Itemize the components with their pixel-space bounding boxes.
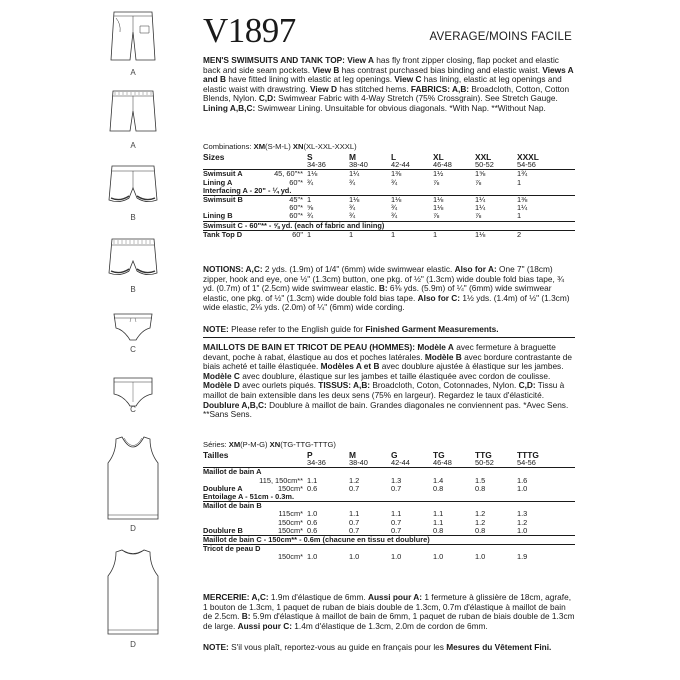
yardage-value: ¾ [349,211,356,221]
size-range: 46-48 [433,160,452,170]
bold-text: MEN'S SWIMSUITS AND TANK TOP: View A [203,55,374,65]
size-range: 50-52 [475,160,494,170]
size-header: Tailles [203,450,229,460]
table-row [203,553,575,561]
english-description [203,56,575,114]
yardage-value: ¾ [349,177,356,187]
text: One 7" (18cm) zipper, hook and eye, one ½" (1.3cm) button, one pkg. of ½" (1.3cm) wide double fold bias tape, ¾ yd. (0.7m) of 1" (2.5cm) wide swimwear elastic. [203,264,565,294]
swim-brief-c-back-drawing [100,372,166,408]
text: 1½ yds. (1.4m) of ½" (1.3cm) wide elastic, 2⅛ yds. (2.0m) of ¼" (6mm) wide cording. [203,292,570,313]
size-column-header: S [307,152,313,162]
row-label: Interfacing A - 20" - ¼ yd. [203,185,292,195]
swim-trunks-a-back-drawing [100,85,166,135]
yardage-value: 1.2 [475,509,486,519]
yardage-value: 1⅝ [475,170,517,179]
row-label-cell [203,553,307,561]
size-column-header: L [391,152,397,162]
swim-trunks-a-front-drawing [100,8,166,64]
english-notions [203,265,575,313]
text: Please refer to the English guide for [228,324,366,334]
text: Combinations: [203,142,254,151]
yardage-value: 1.1 [433,509,444,519]
bold-text: Also for A: [454,264,497,274]
size-range: 38-40 [349,458,368,468]
bold-text: XN [292,142,304,151]
fabric-width: 150cm* [277,483,303,493]
figure-view-d-back [100,546,166,638]
figure-view-b-back [100,233,166,283]
yardage-value: 1.3 [517,509,528,519]
bold-text: XM [228,440,241,449]
fabric-width: 45, 60"** [274,169,303,179]
yardage-value: 1¼ [475,196,517,205]
fabric-width: 150cm* [277,525,303,535]
yardage-value: 1.0 [517,525,528,535]
text: has stitched hems. [337,83,411,94]
yardage-value: ⅞ [433,211,440,221]
row-label: Swimsuit C - 60"** - ⅝ yd. (each of fabric and lining) [203,221,575,230]
text: 1.9m d'élastique de 6mm. [268,592,368,602]
size-column-header: TTTG [517,450,539,460]
bold-text: Modèles A et B [320,361,380,372]
size-range: 54-56 [517,160,536,170]
yardage-value: 1⅜ [391,170,433,179]
figure-view-a-front [100,8,166,64]
yardage-value: ¾ [391,203,398,213]
row-label: Doublure A [203,483,243,493]
yardage-value: 1 [517,211,522,221]
bold-text: Views A and B [203,64,574,85]
yardage-value: 1.3 [391,475,402,485]
text: has fly front zipper closing, flap pocket and elastic back and side seam pockets. [203,55,559,75]
bold-text: Modèle D [203,380,240,391]
figure-label: A [130,141,136,150]
yardage-value: 1.0 [475,552,486,562]
size-header: Sizes [203,152,225,162]
yardage-value: 1.2 [475,517,486,527]
text: 6⅜ yds. (5.9m) of ¼" (6mm) wide swimwear elastic, one pkg. of ½" (1.3cm) wide double fold bias tape. [203,283,552,303]
yardage-value: 1.2 [517,517,528,527]
yardage-value: 1 [517,177,522,187]
bold-text: MERCERIE: A,C: [203,592,269,602]
english-combinations [203,142,357,151]
text: avec doublure, élastique sur les jambes et taille élastiquée avec cordon de coulisse. [239,370,551,381]
size-column-header: M [349,450,356,460]
text: Swimwear Fabric with 4-Way Stretch (75% Crossgrain). See Stretch Gauge. [275,93,558,104]
fabric-width: 60"* [289,211,303,221]
yardage-value: ¾ [391,177,398,187]
size-column-header: XL [433,152,444,162]
english-note [203,325,575,335]
size-column-header: XXL [475,152,492,162]
yardage-value: 1¼ [475,203,486,213]
fabric-width: 150cm* [277,552,303,562]
row-label: Lining A [203,177,233,187]
bold-text: XM [253,142,266,151]
french-description [203,343,575,420]
bold-text: B: [241,611,251,622]
text: Swimwear Lining. Unsuitable for obvious diagonals. *With Nap. **Without Nap. [255,102,546,113]
row-label: Doublure B [203,525,243,535]
figure-view-d-front [100,433,166,523]
yardage-value: ⅝ [307,203,314,213]
yardage-value: 1 [391,230,433,239]
size-range: 34-36 [307,160,326,170]
figure-view-c-back [100,372,166,408]
yardage-value: 1.0 [307,552,318,562]
yardage-value: 1.2 [349,475,360,485]
text: avec doublure ajustée à élastique sur les jambes. [379,361,564,372]
french-notions [203,593,575,631]
yardage-value: 1.1 [307,475,318,485]
fabric-width: 115, 150cm** [259,475,303,485]
size-column-header: TTG [475,450,492,460]
bold-text: NOTE: [203,642,229,652]
text: avec bordure contrastante de biais acheté et taille élastiquée. [203,351,572,372]
fabric-width: 115cm* [278,509,303,519]
fabric-width: 60"* [289,177,303,187]
text: (TG-TTG-TTTG) [280,440,336,449]
size-range: 54-56 [517,458,536,468]
bold-text: Aussi pour A: [367,592,423,602]
difficulty-level: AVERAGE/MOINS FACILE [429,31,572,43]
bold-text: C,D: [518,380,536,391]
fabric-width: 150cm* [277,517,303,527]
figure-label: B [130,213,136,222]
text: Tissu à maillot de bain extensible dans les deux sens (75% en largeur). Regardez le taux d'élasticité. [203,380,565,400]
row-label-cell [203,230,307,239]
yardage-value: 0.7 [349,483,360,493]
bold-text: Aussi pour C: [237,620,292,631]
text: (XL-XXL-XXXL) [303,142,357,151]
size-column-header: XXXL [517,152,539,162]
size-range: 38-40 [349,160,368,170]
text: 5.9m d'élastique à maillot de bain de 6mm, 1 paquet de ruban de biais double de 1.3cm de large. [203,611,575,631]
figure-view-a-back [100,85,166,135]
bold-text: MAILLOTS DE BAIN ET TRICOT DE PEAU (HOMMES): Modèle A [203,342,454,352]
yardage-value: 1.1 [349,509,360,519]
swim-trunks-b-front-drawing [100,160,166,210]
text: avec fermeture à braguette devant, poche à rabat, élastique au dos et poches latérales. [203,342,556,362]
text: 1 fermeture à glissière de 18cm, agrafe, 1 bouton de 1.3cm, 1 paquet de ruban de biais double de 1.3cm, 0.7m d'élastique à maillot de bain de 2.5cm. [203,592,572,622]
size-column-header: M [349,152,356,162]
figure-view-c-front [100,308,166,344]
fabric-width: 45"* [289,195,303,205]
yardage-value: 0.6 [307,517,318,527]
row-label-cell [203,212,307,221]
bold-text: TISSUS: A,B: [318,380,371,391]
size-range: 46-48 [433,458,452,468]
swim-brief-c-front-drawing [100,308,166,344]
yardage-value: 1⅛ [433,196,475,205]
bold-text: Mesures du Vêtement Fini. [446,642,552,652]
figure-label: D [130,524,136,533]
figure-label: C [130,345,136,354]
yardage-value: 0.7 [349,517,360,527]
text: avec ourlets piqués. [239,380,319,391]
yardage-value: ¾ [307,211,314,221]
yardage-value: 0.6 [307,525,318,535]
text: Broadcloth, Coton, Cotonnades, Nylon. [370,380,519,391]
yardage-value: ⅞ [475,211,482,221]
row-label: Maillot de bain B [203,502,575,511]
yardage-value: 1 [349,230,391,239]
yardage-value: 0.8 [475,525,486,535]
bold-text: Lining A,B,C: [203,102,256,113]
text: Doublure à maillot de bain. Grandes diagonales ne conviennent pas. *Avec Sens. **Sans Sens. [203,399,569,420]
yardage-value: ¾ [349,203,356,213]
yardage-value: 1¼ [517,203,528,213]
fabric-width: 60" [292,229,303,239]
yardage-value: 0.8 [475,483,486,493]
yardage-value: 0.8 [433,525,444,535]
yardage-value: 1.0 [307,509,318,519]
figure-view-b-front [100,160,166,210]
yardage-value: ¾ [307,177,314,187]
bold-text: B: [378,283,388,294]
table-row [203,212,575,221]
figure-label: B [130,285,136,294]
yardage-value: 1½ [433,170,475,179]
size-column-header: TG [433,450,445,460]
yardage-value: 1.1 [433,517,444,527]
figure-label: A [130,68,136,77]
pattern-number: V1897 [203,11,296,50]
yardage-value: 0.7 [391,483,402,493]
bold-text: View B [312,64,340,75]
yardage-value: 1.6 [517,475,528,485]
section-divider [203,337,575,338]
size-range: 42-44 [391,458,410,468]
yardage-value: 1¼ [349,170,391,179]
yardage-value: ⅞ [433,177,440,187]
row-label: Swimsuit B [203,195,243,205]
yardage-value: 0.7 [391,525,402,535]
yardage-value: 0.7 [349,525,360,535]
row-label: Maillot de bain A [203,468,575,477]
yardage-value: 0.7 [391,517,402,527]
yardage-value: ⅞ [475,177,482,187]
bold-text: Finished Garment Measurements. [365,324,499,334]
size-range: 42-44 [391,160,410,170]
yardage-value: 1⅜ [517,196,575,205]
yardage-value: 1⅛ [349,196,391,205]
yardage-value: 1.0 [349,552,360,562]
text: Séries: [203,440,229,449]
row-label: Lining B [203,211,233,221]
yardage-value: 1.4 [433,475,444,485]
tank-top-d-back-drawing [100,546,166,638]
yardage-value: 2 [517,230,575,239]
text: 1.4m d'élastique de 1.3cm, 2.0m de cordon de 6mm. [292,620,488,631]
text: S'il vous plaît, reportez-vous au guide en français pour les [228,642,447,652]
yardage-value: 1.1 [391,509,402,519]
french-yardage-table [203,451,575,562]
text: has contrast purchased bias binding and elastic waist. [339,64,543,75]
bold-text: C,D: [258,93,276,104]
bold-text: NOTE: [203,324,229,334]
row-label: Maillot de bain C - 150cm** - 0.6m (chacune en tissu et doublure) [203,536,575,545]
bold-text: Modèle B [424,351,462,362]
yardage-value: 1.5 [475,475,486,485]
row-label: Entoilage A - 51cm - 0.3m. [203,492,295,502]
yardage-value: 1⅛ [391,196,433,205]
bold-text: Doublure A,B,C: [203,399,267,410]
row-label: Tank Top D [203,229,243,239]
text: Broadcloth, Cotton, Cotton Blends, Nylon. [203,83,570,104]
figure-label: C [130,405,136,414]
french-note [203,643,575,653]
bold-text: XN [269,440,281,449]
bold-text: FABRICS: A,B: [410,83,470,94]
text: have fitted lining with elastic at leg openings. [226,74,395,85]
size-range: 50-52 [475,458,494,468]
table-row [203,230,575,239]
bold-text: NOTIONS: A,C: [203,264,263,274]
yardage-value: 1 [307,196,349,205]
size-column-header: P [307,450,313,460]
fabric-width: 60"* [289,203,303,213]
text: (S-M-L) [265,142,293,151]
yardage-value: 1.0 [433,552,444,562]
yardage-value: 1 [307,230,349,239]
yardage-value: 1.0 [517,483,528,493]
figure-label: D [130,640,136,649]
swim-trunks-b-back-drawing [100,233,166,283]
bold-text: Modèle C [203,370,240,381]
text: (P-M-G) [240,440,270,449]
english-yardage-table [203,153,575,239]
size-column-header: G [391,450,398,460]
row-label: Tricot de peau D [203,545,575,554]
yardage-value: 0.6 [307,483,318,493]
yardage-value: 1.9 [517,552,528,562]
bold-text: View C [394,74,422,85]
yardage-value: 0.8 [433,483,444,493]
yardage-value: 1⅛ [433,203,444,213]
text: 2 yds. (1.9m) of 1/4" (6mm) wide swimwear elastic. [262,264,455,274]
french-combinations [203,440,336,449]
yardage-value: 1.0 [391,552,402,562]
bold-text: View D [309,83,338,94]
yardage-value: 1¾ [517,170,575,179]
yardage-value: 1 [433,230,475,239]
yardage-value: ¾ [391,211,398,221]
tank-top-d-front-drawing [100,433,166,523]
bold-text: Also for C: [417,292,461,303]
text: has lining, elastic at leg openings and elastic waist with drawstring. [203,74,562,94]
row-label: Swimsuit A [203,169,243,179]
table-row [203,221,575,230]
yardage-value: 1⅛ [307,170,349,179]
size-range: 34-36 [307,458,326,468]
yardage-value: 1⅛ [475,230,517,239]
